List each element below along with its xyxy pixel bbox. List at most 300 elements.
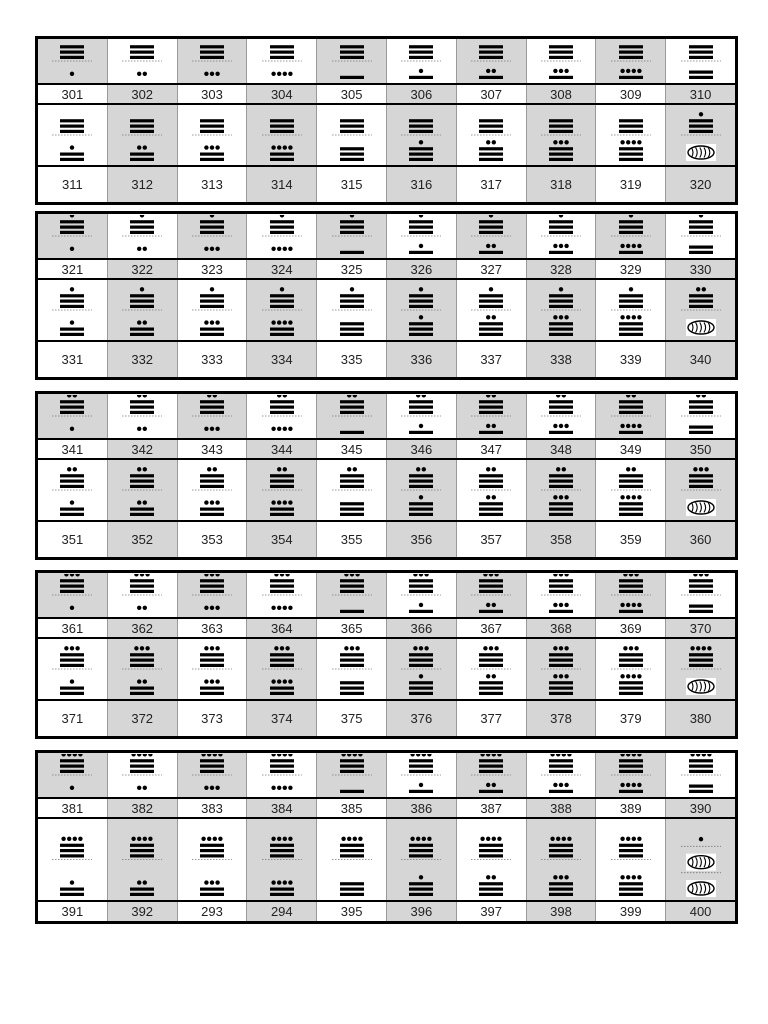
number-label: 383 <box>177 799 247 817</box>
glyph-cell <box>386 753 456 797</box>
bar-icon <box>60 653 84 656</box>
number-label: 377 <box>456 701 526 736</box>
dot-icon <box>143 427 147 431</box>
number-label: 309 <box>595 85 665 103</box>
dot-icon <box>282 606 286 610</box>
dot-icon <box>70 679 74 683</box>
dot-icon <box>274 646 278 650</box>
dot-icon <box>425 574 429 577</box>
bar-icon <box>60 125 84 128</box>
bar-icon <box>619 226 643 229</box>
bar-icon <box>60 888 84 891</box>
bar-icon <box>409 585 433 588</box>
bar-icon <box>270 770 294 773</box>
bar-icon <box>479 681 503 684</box>
maya-numeral-glyph <box>332 461 372 519</box>
bar-icon <box>200 888 224 891</box>
dot-icon <box>553 244 557 248</box>
bar-icon <box>689 579 713 582</box>
glyph-cell <box>665 639 735 699</box>
dot-icon <box>143 837 147 841</box>
number-row <box>38 799 735 819</box>
maya-numeral-glyph <box>471 820 511 899</box>
dot-icon <box>492 875 496 879</box>
dot-icon <box>553 140 557 144</box>
bar-icon <box>200 153 224 156</box>
number-label: 369 <box>595 619 665 637</box>
dot-icon <box>282 247 286 251</box>
dot-icon <box>626 754 630 757</box>
dot-icon <box>497 754 501 757</box>
dot-icon <box>271 679 275 683</box>
glyph-cell <box>177 394 247 438</box>
bar-icon <box>619 411 643 414</box>
bar-icon <box>409 474 433 477</box>
dot-icon <box>559 646 563 650</box>
maya-numeral-glyph <box>122 281 162 339</box>
bar-icon <box>270 579 294 582</box>
dot-icon <box>143 880 147 884</box>
shell-zero-icon <box>686 319 716 336</box>
number-label: 321 <box>38 260 107 278</box>
dot-icon <box>210 679 214 683</box>
dot-icon <box>559 315 563 319</box>
glyph-row <box>38 39 735 85</box>
dot-icon <box>70 215 74 218</box>
dot-icon <box>631 875 635 879</box>
bar-icon <box>619 590 643 593</box>
bar-icon <box>270 406 294 409</box>
dot-icon <box>277 500 281 504</box>
bar-icon <box>200 664 224 667</box>
bar-icon <box>549 659 573 662</box>
glyph-cell <box>38 39 107 83</box>
bar-icon <box>270 45 294 48</box>
dot-icon <box>626 674 630 678</box>
bar-icon <box>619 659 643 662</box>
bar-icon <box>549 431 573 434</box>
bar-icon <box>200 765 224 768</box>
bar-icon <box>549 147 573 150</box>
dot-icon <box>556 467 560 471</box>
glyph-cell <box>386 460 456 520</box>
dot-icon <box>422 395 426 398</box>
bar-icon <box>689 220 713 223</box>
number-label: 390 <box>665 799 735 817</box>
number-label: 364 <box>246 619 316 637</box>
dot-icon <box>280 287 284 291</box>
bar-icon <box>619 854 643 857</box>
bar-icon <box>270 226 294 229</box>
bar-icon <box>130 653 154 656</box>
bar-icon <box>130 485 154 488</box>
dot-icon <box>698 574 702 577</box>
maya-numeral-glyph <box>262 574 302 616</box>
bar-icon <box>270 328 294 331</box>
bar-icon <box>689 765 713 768</box>
bar-icon <box>270 56 294 59</box>
dot-icon <box>70 287 74 291</box>
dot-icon <box>352 395 356 398</box>
bar-icon <box>619 653 643 656</box>
number-label: 293 <box>177 902 247 921</box>
dot-icon <box>344 574 348 577</box>
dot-icon <box>347 467 351 471</box>
bar-icon <box>130 888 154 891</box>
glyph-cell <box>246 280 316 340</box>
bar-icon <box>409 322 433 325</box>
bar-icon <box>340 294 364 297</box>
number-label: 345 <box>316 440 386 458</box>
bar-icon <box>200 687 224 690</box>
number-label: 316 <box>386 167 456 202</box>
bar-icon <box>270 158 294 161</box>
bar-icon <box>200 508 224 511</box>
bar-icon <box>409 305 433 308</box>
number-label: 336 <box>386 342 456 377</box>
maya-numeral-glyph <box>122 215 162 257</box>
dot-icon <box>492 395 496 398</box>
bar-icon <box>619 480 643 483</box>
number-row <box>38 167 735 202</box>
dot-icon <box>277 247 281 251</box>
glyph-cell <box>38 753 107 797</box>
bar-icon <box>549 759 573 762</box>
bar-icon <box>340 687 364 690</box>
bar-icon <box>340 119 364 122</box>
bar-icon <box>130 328 154 331</box>
dot-icon <box>564 69 568 73</box>
dot-icon <box>207 754 211 757</box>
bar-icon <box>409 411 433 414</box>
dot-icon <box>419 215 423 218</box>
dot-icon <box>637 495 641 499</box>
dot-icon <box>67 395 71 398</box>
dot-icon <box>698 215 702 218</box>
dot-icon <box>201 837 205 841</box>
dot-icon <box>562 467 566 471</box>
number-label: 334 <box>246 342 316 377</box>
dot-icon <box>559 875 563 879</box>
dot-icon <box>137 880 141 884</box>
dot-icon <box>428 754 432 757</box>
bar-icon <box>340 400 364 403</box>
bar-icon <box>619 158 643 161</box>
bar-icon <box>689 590 713 593</box>
dot-icon <box>70 145 74 149</box>
glyph-cell <box>665 39 735 83</box>
number-label: 324 <box>246 260 316 278</box>
maya-numeral-glyph <box>681 106 721 164</box>
maya-numeral-glyph <box>611 395 651 437</box>
dot-icon <box>486 69 490 73</box>
dot-icon <box>137 320 141 324</box>
dot-icon <box>218 754 222 757</box>
bar-icon <box>130 119 154 122</box>
dot-icon <box>210 287 214 291</box>
maya-numeral-glyph <box>192 106 232 164</box>
bar-icon <box>549 485 573 488</box>
bar-icon <box>689 431 713 434</box>
bar-icon <box>60 692 84 695</box>
glyph-cell <box>386 105 456 165</box>
bar-icon <box>409 153 433 156</box>
dot-icon <box>79 837 83 841</box>
dot-icon <box>637 315 641 319</box>
bar-icon <box>689 300 713 303</box>
number-label: 326 <box>386 260 456 278</box>
dot-icon <box>564 783 568 787</box>
bar-icon <box>200 406 224 409</box>
glyph-cell <box>595 573 665 617</box>
maya-numeral-glyph <box>192 640 232 698</box>
dot-icon <box>690 646 694 650</box>
bar-icon <box>549 158 573 161</box>
bar-icon <box>479 119 503 122</box>
bar-icon <box>60 45 84 48</box>
maya-numeral-glyph <box>262 281 302 339</box>
dot-icon <box>282 395 286 398</box>
bar-icon <box>409 579 433 582</box>
bar-icon <box>340 502 364 505</box>
dot-icon <box>204 145 208 149</box>
number-label: 322 <box>107 260 177 278</box>
dot-icon <box>564 674 568 678</box>
glyph-cell <box>665 394 735 438</box>
bar-icon <box>60 119 84 122</box>
bar-icon <box>60 231 84 234</box>
dot-icon <box>143 320 147 324</box>
glyph-cell <box>177 214 247 258</box>
bar-icon <box>479 687 503 690</box>
maya-numeral-glyph <box>401 461 441 519</box>
dot-icon <box>282 880 286 884</box>
bar-icon <box>619 294 643 297</box>
number-label: 341 <box>38 440 107 458</box>
glyph-cell <box>526 280 596 340</box>
bar-icon <box>340 681 364 684</box>
glyph-cell <box>38 394 107 438</box>
dot-icon <box>620 140 624 144</box>
bar-icon <box>479 45 503 48</box>
dot-icon <box>65 646 69 650</box>
dot-icon <box>626 424 630 428</box>
bar-icon <box>619 882 643 885</box>
bar-icon <box>130 474 154 477</box>
maya-numeral-glyph <box>52 106 92 164</box>
glyph-cell <box>38 819 107 900</box>
dot-icon <box>140 287 144 291</box>
bar-icon <box>549 474 573 477</box>
glyph-cell <box>526 819 596 900</box>
dot-icon <box>204 880 208 884</box>
dot-icon <box>492 140 496 144</box>
glyph-cell <box>665 280 735 340</box>
dot-icon <box>620 837 624 841</box>
bar-icon <box>409 653 433 656</box>
bar-icon <box>479 610 503 613</box>
bar-icon <box>619 844 643 847</box>
bar-icon <box>200 513 224 516</box>
dot-icon <box>271 72 275 76</box>
glyph-cell <box>177 105 247 165</box>
maya-numeral-glyph <box>541 106 581 164</box>
maya-numeral-glyph <box>541 574 581 616</box>
dot-icon <box>486 244 490 248</box>
bar-icon <box>270 220 294 223</box>
maya-numeral-glyph <box>611 461 651 519</box>
dot-icon <box>553 603 557 607</box>
glyph-cell <box>665 460 735 520</box>
bar-icon <box>409 849 433 852</box>
dot-icon <box>564 646 568 650</box>
dot-icon <box>277 467 281 471</box>
maya-numeral-glyph <box>262 40 302 82</box>
bar-icon <box>409 130 433 133</box>
maya-numeral-glyph <box>681 574 721 616</box>
bar-icon <box>130 844 154 847</box>
bar-icon <box>200 45 224 48</box>
dot-icon <box>134 574 138 577</box>
bar-icon <box>549 585 573 588</box>
bar-icon <box>689 474 713 477</box>
bar-icon <box>549 406 573 409</box>
dot-icon <box>277 786 281 790</box>
dot-icon <box>553 875 557 879</box>
glyph-row <box>38 753 735 799</box>
number-label: 371 <box>38 701 107 736</box>
bar-icon <box>409 125 433 128</box>
glyph-cell <box>316 280 386 340</box>
dot-icon <box>282 754 286 757</box>
bar-icon <box>60 305 84 308</box>
glyph-cell <box>316 394 386 438</box>
maya-numeral-glyph <box>262 215 302 257</box>
bar-icon <box>479 231 503 234</box>
bar-icon <box>60 406 84 409</box>
dot-icon <box>70 500 74 504</box>
bar-icon <box>130 231 154 234</box>
number-label: 376 <box>386 701 456 736</box>
bar-icon <box>60 579 84 582</box>
number-label: 385 <box>316 799 386 817</box>
bar-icon <box>130 51 154 54</box>
dot-icon <box>355 646 359 650</box>
bar-icon <box>270 300 294 303</box>
dot-icon <box>623 646 627 650</box>
glyph-cell <box>177 753 247 797</box>
number-label: 306 <box>386 85 456 103</box>
maya-numeral-glyph <box>401 106 441 164</box>
bar-icon <box>409 893 433 896</box>
dot-icon <box>707 754 711 757</box>
bar-icon <box>270 659 294 662</box>
bar-icon <box>60 220 84 223</box>
bar-icon <box>689 770 713 773</box>
maya-numeral-glyph <box>262 461 302 519</box>
bar-icon <box>479 790 503 793</box>
bar-icon <box>340 844 364 847</box>
dot-icon <box>70 786 74 790</box>
bar-icon <box>409 888 433 891</box>
glyph-cell <box>386 573 456 617</box>
dot-icon <box>271 786 275 790</box>
maya-numeral-glyph <box>611 754 651 796</box>
glyph-cell <box>246 639 316 699</box>
dot-icon <box>70 247 74 251</box>
bar-icon <box>340 305 364 308</box>
bar-icon <box>340 406 364 409</box>
dot-icon <box>486 140 490 144</box>
bar-icon <box>340 226 364 229</box>
dot-icon <box>201 754 205 757</box>
number-row <box>38 902 735 921</box>
dot-icon <box>416 837 420 841</box>
dot-icon <box>564 315 568 319</box>
bar-icon <box>619 220 643 223</box>
dot-icon <box>215 679 219 683</box>
bar-icon <box>200 130 224 133</box>
bar-icon <box>689 411 713 414</box>
dot-icon <box>626 603 630 607</box>
bar-icon <box>479 585 503 588</box>
bar-icon <box>340 251 364 254</box>
dot-icon <box>349 215 353 218</box>
bar-icon <box>60 759 84 762</box>
maya-numeral-glyph <box>681 40 721 82</box>
number-label: 339 <box>595 342 665 377</box>
number-label: 312 <box>107 167 177 202</box>
maya-numeral-glyph <box>332 820 372 899</box>
bar-icon <box>479 692 503 695</box>
number-label: 399 <box>595 902 665 921</box>
bar-icon <box>200 849 224 852</box>
bar-icon <box>409 508 433 511</box>
dot-icon <box>637 783 641 787</box>
bar-icon <box>409 400 433 403</box>
bar-icon <box>549 893 573 896</box>
bar-icon <box>409 854 433 857</box>
dot-icon <box>271 837 275 841</box>
bar-icon <box>479 893 503 896</box>
dot-icon <box>210 215 214 218</box>
dot-icon <box>347 754 351 757</box>
bar-icon <box>270 294 294 297</box>
dot-icon <box>553 69 557 73</box>
dot-icon <box>419 424 423 428</box>
dot-icon <box>486 603 490 607</box>
numeral-block <box>35 36 738 205</box>
dot-icon <box>352 754 356 757</box>
dot-icon <box>210 320 214 324</box>
dot-icon <box>631 603 635 607</box>
bar-icon <box>340 485 364 488</box>
dot-icon <box>215 247 219 251</box>
number-row <box>38 260 735 280</box>
bar-icon <box>340 322 364 325</box>
bar-icon <box>479 502 503 505</box>
number-label: 314 <box>246 167 316 202</box>
bar-icon <box>689 226 713 229</box>
dot-icon <box>486 495 490 499</box>
bar-icon <box>619 770 643 773</box>
dot-icon <box>559 140 563 144</box>
dot-icon <box>218 837 222 841</box>
bar-icon <box>479 294 503 297</box>
dot-icon <box>143 679 147 683</box>
dot-icon <box>288 72 292 76</box>
bar-icon <box>549 653 573 656</box>
